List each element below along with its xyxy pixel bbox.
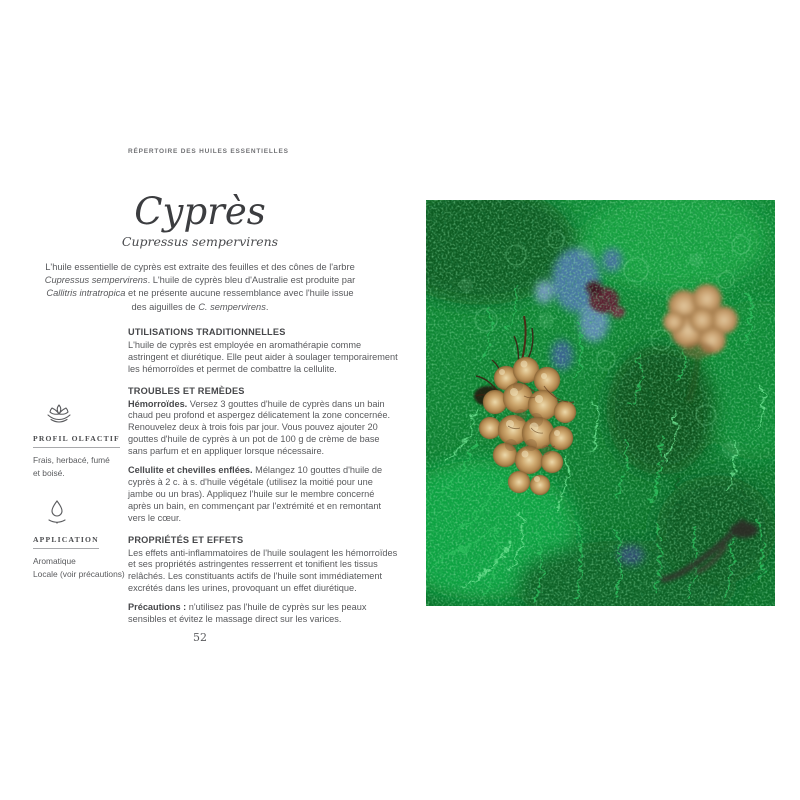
sidebar-text: Frais, herbacé, fumé et boisé. xyxy=(33,455,110,478)
intro-paragraph: L'huile essentielle de cyprès est extraite des feuilles et des cônes de l'arbre Cupressus sempervirens. L'huile de cyprès bleu d'Australie est produite par Callitris intratropica et ne présente aucune ressemblance avec l'huile issue des aiguilles de C. sempervirens. xyxy=(44,262,356,312)
section-troubles-et-remedes xyxy=(128,386,399,525)
lotus-icon xyxy=(46,402,72,424)
body-paragraph: Hémorroïdes. Versez 3 gouttes d'huile de cyprès dans un bain chaud peu profond et aspergez délicatement la zone concernée. Renouvelez deux à trois fois par jour. Vous pouvez ajouter 20 gouttes d'huile de cyprès à un pot de 100 g de crème de base sans parfum et en appliquer lorsque nécessaire. xyxy=(128,398,391,457)
main-text-column xyxy=(128,327,399,636)
section-utilisations-traditionnelles xyxy=(128,327,399,376)
latin-name: Cupressus sempervirens xyxy=(121,234,279,249)
sidebar-text: Aromatique Locale (voir précautions) xyxy=(33,556,125,579)
sidebar-heading: PROFIL OLFACTIF xyxy=(33,434,120,448)
section-heading: UTILISATIONS TRADITIONNELLES xyxy=(128,327,286,337)
section-proprietes-et-effets xyxy=(128,535,399,626)
sidebar-heading: APPLICATION xyxy=(33,535,99,549)
title-block xyxy=(25,192,375,249)
page-number: 52 xyxy=(193,631,207,644)
body-paragraph: L'huile de cyprès est employée en aromathérapie comme astringent et diurétique. Elle peut aider à soulager temporairement les hémorroïdes et permet de combattre la cellulite. xyxy=(128,339,398,374)
body-paragraph: Précautions : n'utilisez pas l'huile de cyprès sur les peaux sensibles et évitez le massage direct sur les varices. xyxy=(128,602,367,625)
body-paragraph: Cellulite et chevilles enflées. Mélangez 10 gouttes d'huile de cyprès à 2 c. à s. d'huile végétale (utilisez la moitié pour une jambe ou un bras). Appliquez l'huile sur le membre concerné après un bain, en commençant par l'extrémité et en remontant vers le cœur. xyxy=(128,465,383,523)
section-heading: PROPRIÉTÉS ET EFFETS xyxy=(128,534,244,545)
cypress-photo xyxy=(426,200,775,606)
sidebar-block-application xyxy=(33,498,125,580)
body-paragraph: Les effets anti-inflammatoires de l'huile soulagent les hémorroïdes et ses propriétés astringentes resserrent et tonifient les tissus relâchés. Les constituants actifs de l'huile sont immédiatement excrétés dans les urines, provoquant un effet diurétique. xyxy=(128,547,398,594)
sidebar xyxy=(33,402,125,599)
page-title: Cyprès xyxy=(134,190,266,233)
running-head: RÉPERTOIRE DES HUILES ESSENTIELLES xyxy=(128,148,289,155)
droplet-icon xyxy=(46,498,68,525)
section-heading: TROUBLES ET REMÈDES xyxy=(128,385,245,396)
sidebar-block-profil-olfactif xyxy=(33,402,125,479)
